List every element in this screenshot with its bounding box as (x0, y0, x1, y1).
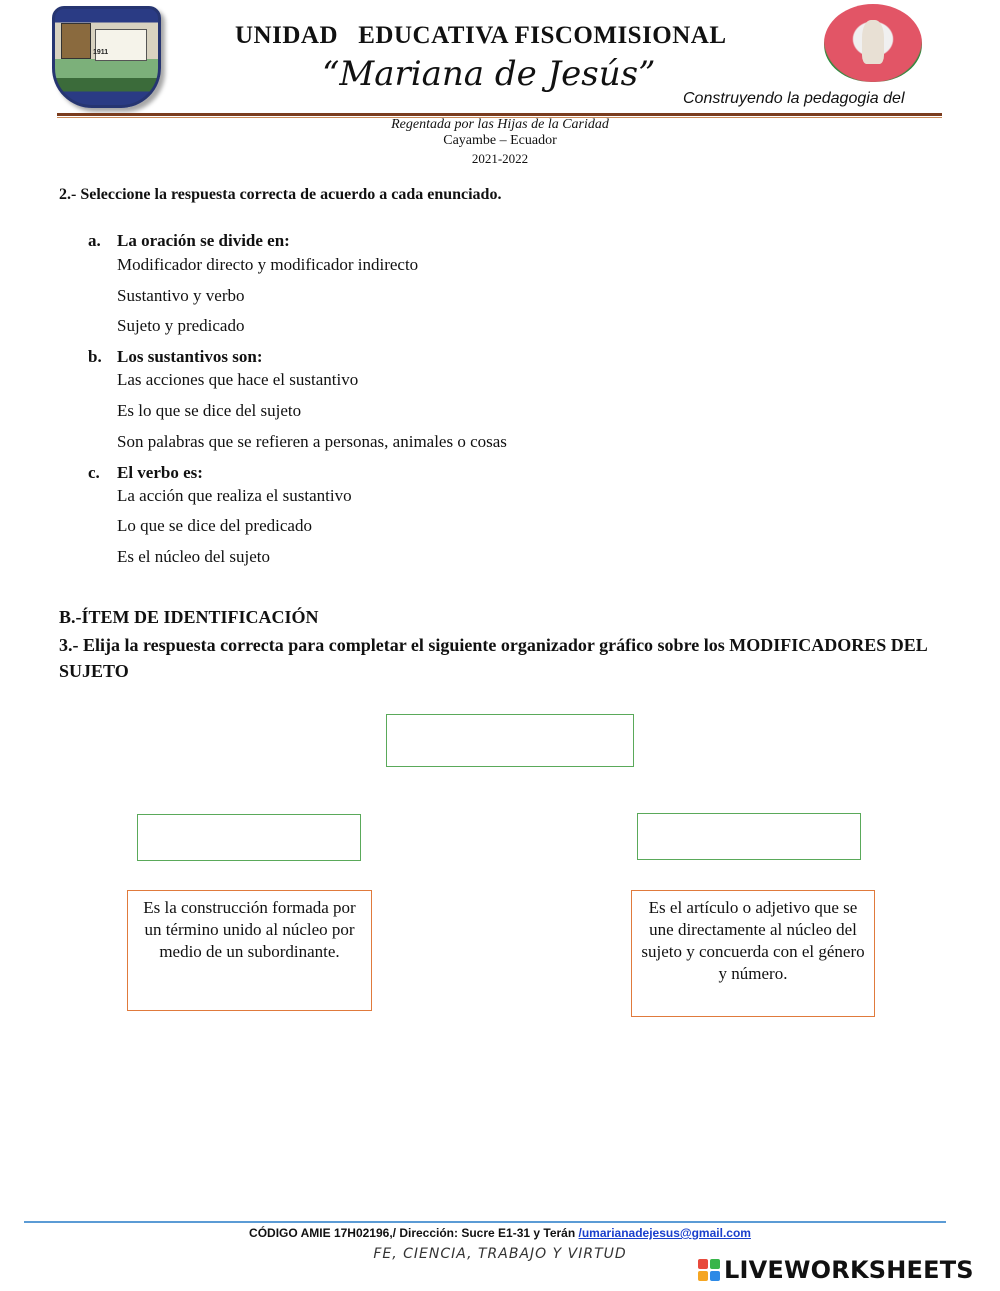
item-b-marker: b. (88, 347, 102, 366)
item-a-option-3[interactable]: Sujeto y predicado (117, 316, 245, 335)
item-a-marker: a. (88, 231, 101, 250)
school-name: “Mariana de Jesús” (322, 54, 656, 94)
school-logo-left (52, 6, 161, 108)
subline-1: Regentada por las Hijas de la Caridad (391, 117, 609, 132)
footer-email-link[interactable]: /umarianadejesus@gmail.com (578, 1226, 751, 1240)
item-b-stem: Los sustantivos son: (117, 347, 263, 366)
section-b-title: B.-ÍTEM DE IDENTIFICACIÓN (59, 607, 319, 627)
footer-contact (0, 1226, 1000, 1240)
liveworksheets-text: LIVEWORKSHEETS (724, 1256, 974, 1284)
organizer-left-description: Es la construcción formada por un término unido al núcleo por medio de un subordinante. (127, 890, 372, 1011)
item-a-option-1[interactable]: Modificador directo y modificador indirecto (117, 255, 419, 274)
item-b-option-1[interactable]: Las acciones que hace el sustantivo (117, 370, 359, 389)
question-2-heading: 2.- Seleccione la respuesta correcta de acuerdo a cada enunciado. (59, 186, 502, 203)
subline-2: Cayambe – Ecuador (443, 133, 557, 148)
footer-amie: CÓDIGO AMIE 17H02196,/ Dirección: Sucre E1-31 y Terán (249, 1226, 579, 1240)
organizer-right-description: Es el artículo o adjetivo que se une directamente al núcleo del sujeto y concuerda con el género y número. (631, 890, 875, 1017)
item-c-option-1[interactable]: La acción que realiza el sustantivo (117, 486, 352, 505)
item-c-option-2[interactable]: Lo que se dice del predicado (117, 516, 312, 535)
book-icon (95, 29, 147, 61)
liveworksheets-icon (698, 1259, 720, 1281)
figure-icon (862, 20, 884, 64)
item-b-option-2[interactable]: Es lo que se dice del sujeto (117, 401, 302, 420)
subline-3: 2021-2022 (471, 151, 529, 166)
organizer-left-answer-box[interactable] (137, 814, 361, 861)
organizer-top-answer-box[interactable] (386, 714, 634, 767)
liveworksheets-brand[interactable] (698, 1256, 974, 1284)
question-3-heading: 3.- Elija la respuesta correcta para completar el siguiente organizador gráfico sobre los MODIFICADORES DEL SUJETO (59, 635, 927, 681)
header-divider (57, 113, 942, 116)
logo-year: 1911 (93, 49, 109, 56)
school-title: UNIDAD EDUCATIVA FISCOMISIONAL (235, 22, 727, 49)
school-motto: Construyendo la pedagogia del (683, 90, 905, 107)
item-a-stem: La oración se divide en: (117, 231, 290, 250)
item-b-option-3[interactable]: Son palabras que se refieren a personas, animales o cosas (117, 432, 507, 451)
item-a-option-2[interactable]: Sustantivo y verbo (117, 286, 245, 305)
organizer-right-answer-box[interactable] (637, 813, 861, 860)
portrait-icon (61, 23, 91, 59)
item-c-stem: El verbo es: (117, 463, 203, 482)
item-c-option-3[interactable]: Es el núcleo del sujeto (117, 547, 270, 566)
school-logo-right (824, 4, 922, 82)
footer-divider (24, 1221, 946, 1223)
item-c-marker: c. (88, 463, 100, 482)
footer-motto: FE, CIENCIA, TRABAJO Y VIRTUD (373, 1246, 627, 1262)
